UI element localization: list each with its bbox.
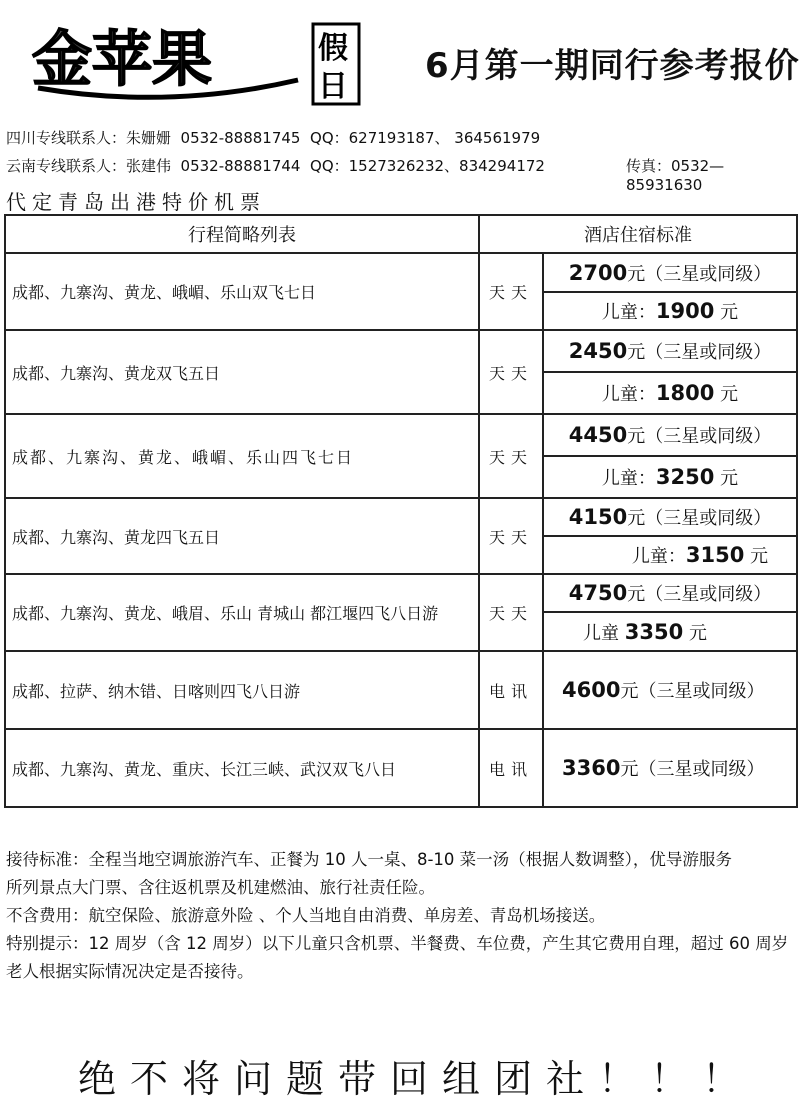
adult-price (543, 330, 797, 372)
adult-price-value: 2450 (568, 339, 628, 363)
adult-price-suffix: 元（三星或同级） (627, 508, 772, 529)
child-price-suffix: 元 (714, 384, 739, 405)
child-price (543, 612, 797, 651)
route-name: 成都、九寨沟、黄龙、峨嵋、乐山双飞七日 (5, 253, 479, 330)
adult-price-value: 2700 (568, 260, 628, 285)
note-special: 特别提示：12 周岁（含 12 周岁）以下儿童只含机票、半餐费、车位费，产生其它费用自理，超过 60 周岁老人根据实际情况决定是否接待。 (6, 934, 789, 981)
header-hotel: 酒店住宿标准 (479, 215, 797, 253)
adult-price (543, 729, 797, 807)
contact-yunnan: 云南专线联系人：张建伟 0532-88881744 QQ：1527326232、834294172 (6, 157, 545, 175)
child-price-suffix: 元 (714, 468, 739, 489)
table-row (5, 729, 797, 807)
child-price-suffix: 元 (683, 622, 707, 644)
adult-price-suffix: 元（三星或同级） (627, 342, 772, 363)
frequency: 天天 (479, 574, 543, 651)
note-included: 所列景点大门票、含往返机票及机建燃油、旅行社责任险。 (6, 878, 435, 897)
child-price-value: 3150 (685, 543, 745, 567)
route-name: 成都、九寨沟、黄龙、峨嵋、乐山四飞七日 (5, 414, 479, 498)
child-price-value: 3350 (624, 619, 684, 644)
child-price-suffix: 元 (714, 302, 739, 323)
frequency: 电讯 (479, 651, 543, 729)
table-row (5, 651, 797, 729)
adult-price-value: 4600 (562, 678, 621, 702)
logo-text: 金苹果 (32, 25, 212, 95)
route-name: 成都、拉萨、纳木错、日喀则四飞八日游 (5, 651, 479, 729)
adult-price-suffix: 元（三星或同级） (620, 759, 765, 780)
child-price-value: 1800 (655, 381, 715, 405)
adult-price-value: 3360 (562, 756, 621, 780)
logo-graphic (28, 18, 368, 108)
table-header-row (5, 215, 797, 253)
route-name: 成都、九寨沟、黄龙、峨眉、乐山 青城山 都江堰四飞八日游 (5, 574, 479, 651)
price-table (4, 214, 798, 808)
note-excluded: 不含费用：航空保险、旅游意外险 、个人当地自由消费、单房差、青岛机场接送。 (6, 906, 606, 925)
adult-price-value: 4750 (568, 581, 628, 605)
adult-price-suffix: 元（三星或同级） (620, 681, 765, 702)
child-price (543, 372, 797, 414)
note-reception: 接待标准：全程当地空调旅游汽车、正餐为 10 人一桌、8-10 菜一汤（根据人数调整），优导游服务 (6, 850, 732, 869)
logo-side-1: 假 (318, 31, 348, 66)
table-row (5, 414, 797, 456)
child-price (543, 456, 797, 498)
child-price-prefix: 儿童 (583, 622, 625, 644)
fax-number: 传真：0532—85931630 (626, 157, 725, 194)
route-name: 成都、九寨沟、黄龙四飞五日 (5, 498, 479, 574)
frequency: 天天 (479, 253, 543, 330)
child-price-prefix: 儿童： (601, 468, 656, 489)
adult-price-suffix: 元（三星或同级） (627, 584, 772, 605)
company-logo (28, 18, 368, 108)
table-row (5, 498, 797, 536)
footer-slogan: 绝不将问题带回组团社！！！ (78, 1057, 755, 1101)
page-title: 6月第一期同行参考报价 (425, 46, 800, 86)
child-price-suffix: 元 (744, 546, 769, 567)
contact-sichuan: 四川专线联系人：朱姗姗 0532-88881745 QQ：627193187、 364561979 (6, 129, 541, 147)
frequency: 天天 (479, 498, 543, 574)
adult-price (543, 414, 797, 456)
route-name: 成都、九寨沟、黄龙双飞五日 (5, 330, 479, 414)
frequency: 天天 (479, 330, 543, 414)
child-price (543, 536, 797, 574)
route-name: 成都、九寨沟、黄龙、重庆、长江三峡、武汉双飞八日 (5, 729, 479, 807)
child-price-prefix: 儿童： (601, 302, 656, 323)
child-price-value: 1900 (655, 299, 715, 323)
table-row (5, 253, 797, 292)
adult-price (543, 498, 797, 536)
adult-price (543, 651, 797, 729)
child-price-value: 3250 (655, 465, 715, 489)
frequency: 电讯 (479, 729, 543, 807)
adult-price-suffix: 元（三星或同级） (627, 263, 772, 285)
adult-price (543, 574, 797, 612)
adult-price-value: 4150 (568, 505, 628, 529)
logo-side-2: 日 (318, 69, 348, 104)
adult-price (543, 253, 797, 292)
subtitle: 代定青岛出港特价机票 (6, 190, 266, 214)
table-row (5, 574, 797, 612)
adult-price-suffix: 元（三星或同级） (627, 426, 772, 447)
child-price-prefix: 儿童： (631, 546, 686, 567)
frequency: 天天 (479, 414, 543, 498)
adult-price-value: 4450 (568, 423, 628, 447)
table-row (5, 330, 797, 372)
child-price-prefix: 儿童： (601, 384, 656, 405)
child-price (543, 292, 797, 330)
header-routes: 行程简略列表 (5, 215, 479, 253)
notes-section (6, 846, 791, 986)
